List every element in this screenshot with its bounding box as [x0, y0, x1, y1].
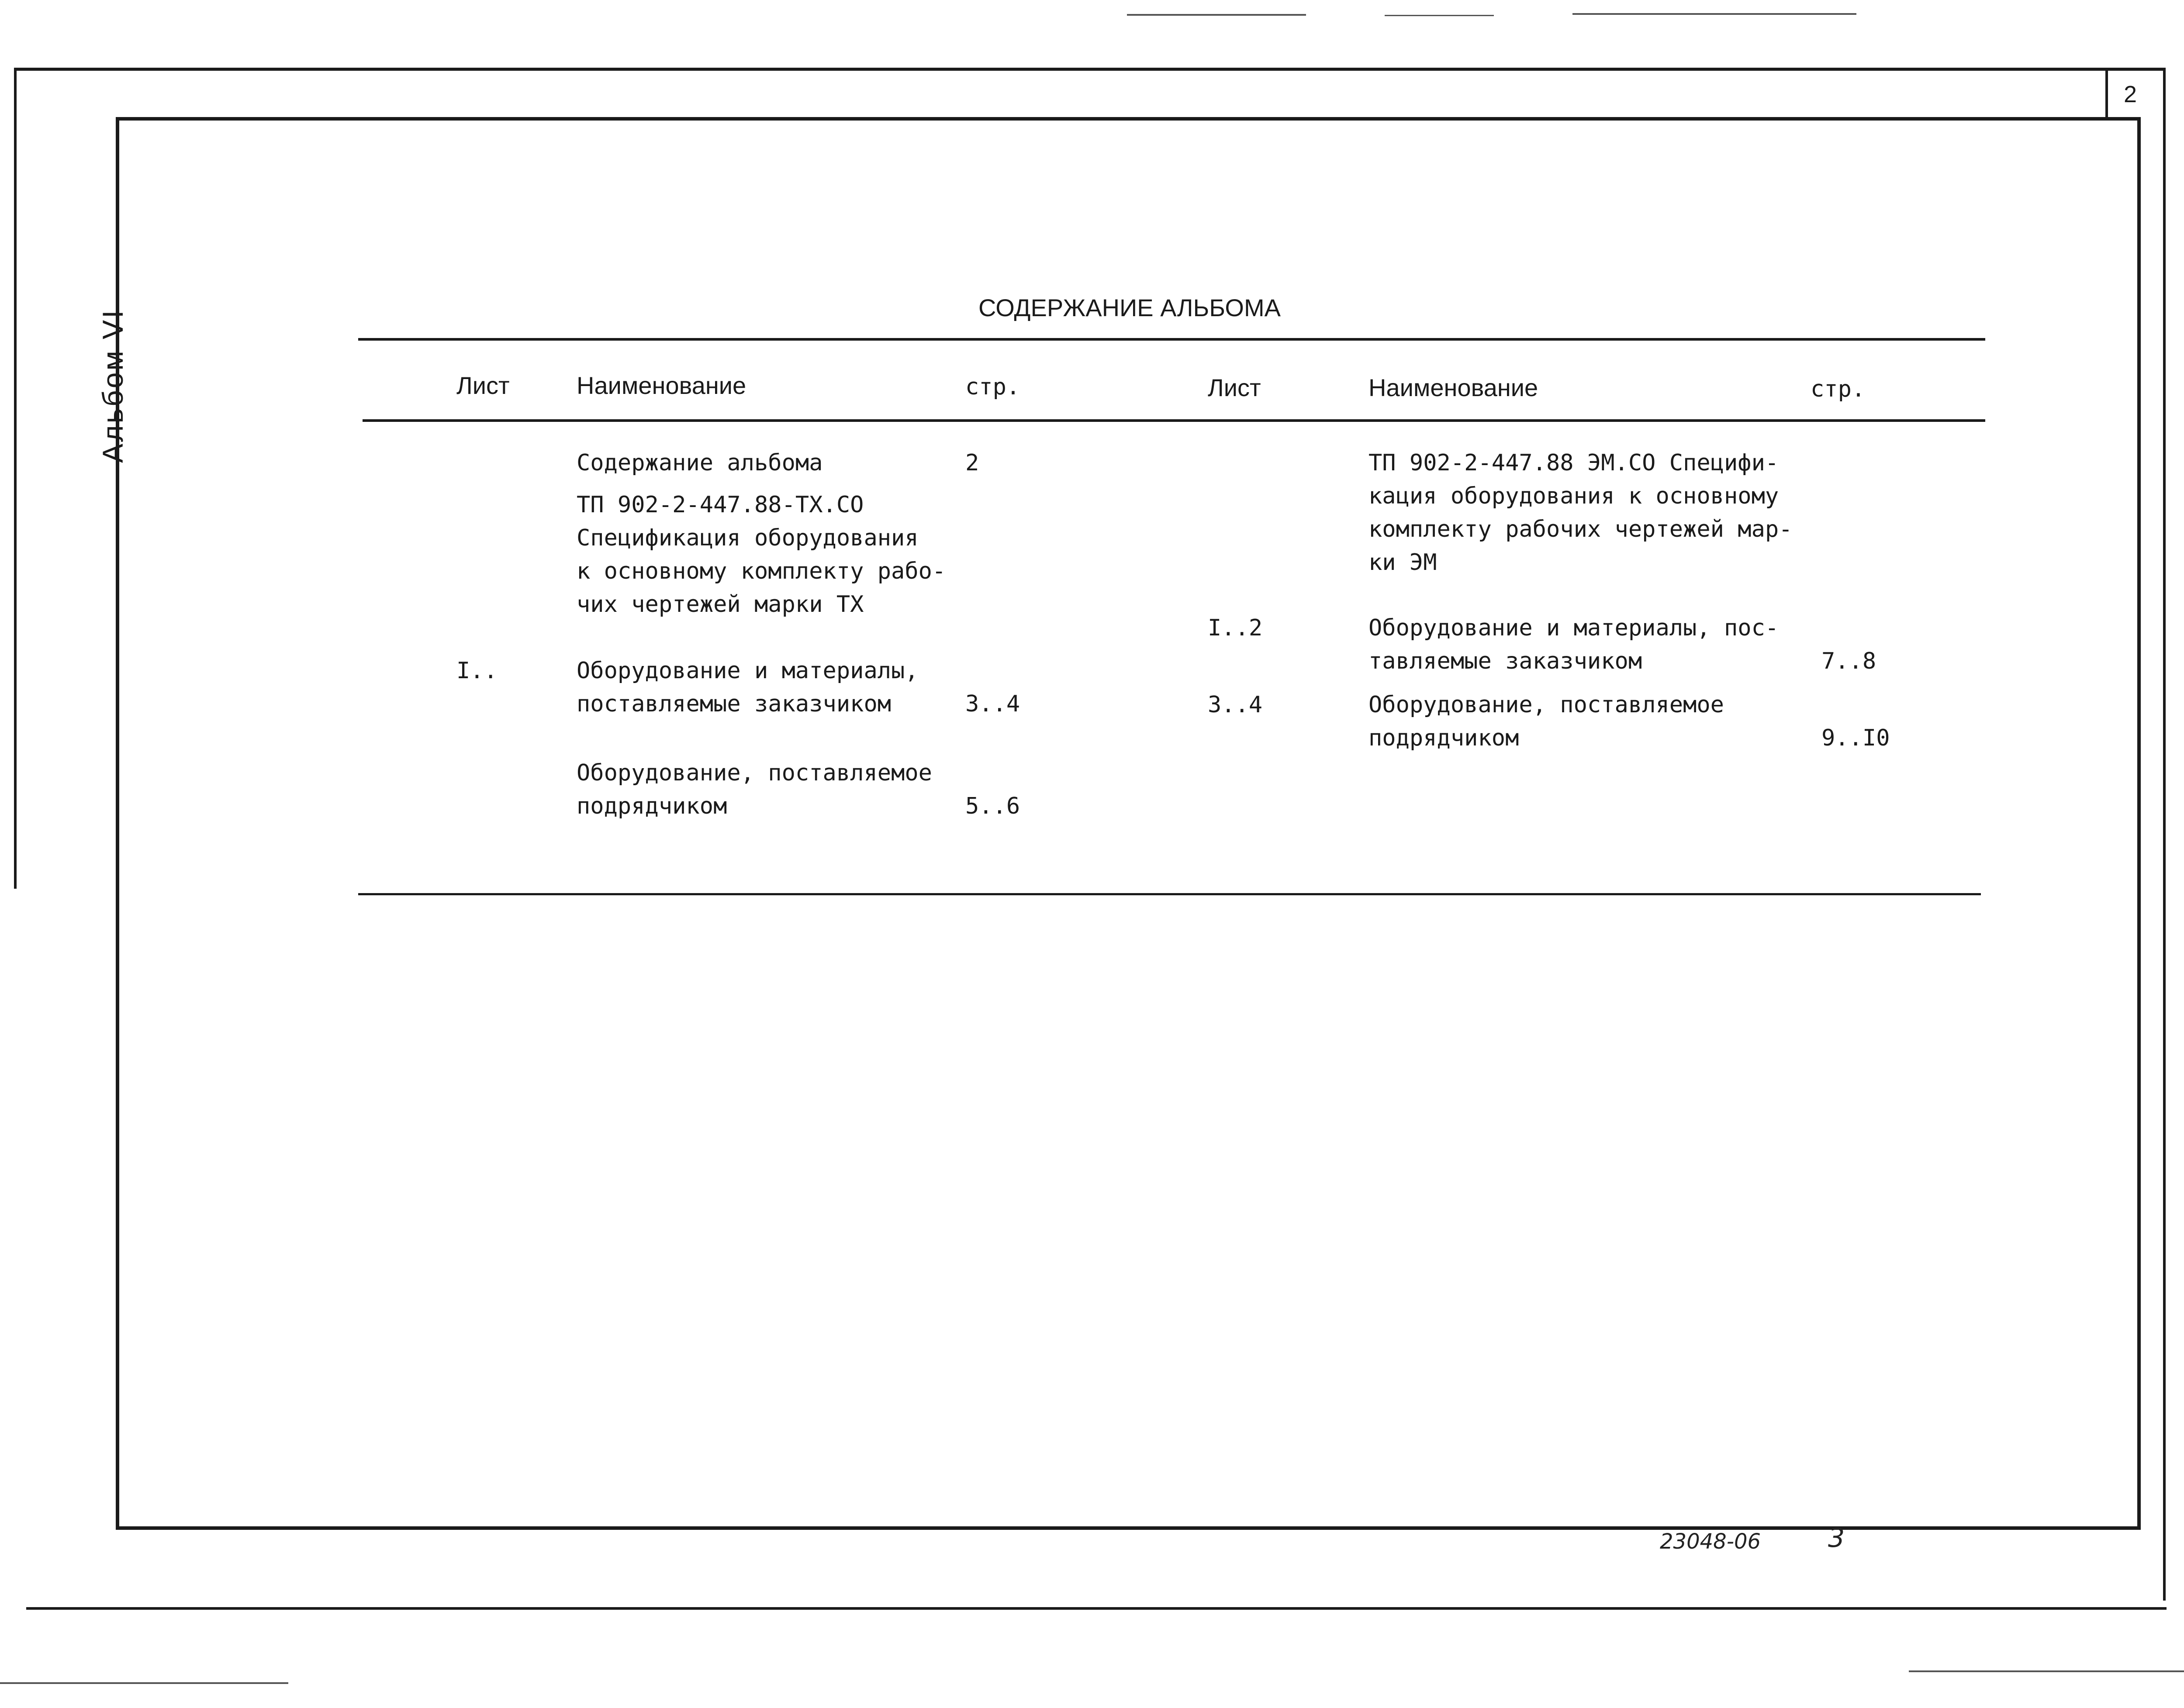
outer-frame-left — [14, 68, 17, 889]
list-item-page: 9..I0 — [1821, 725, 1890, 751]
header-right-name: Наименование — [1368, 374, 1538, 401]
list-item-sheet: 3..4 — [1208, 692, 1263, 718]
list-item-name: ТП 902-2-447.88 ЭМ.СО Специфи- кация оборудования к основному комплекту рабочих чертежей мар- ки ЭМ — [1368, 450, 1793, 576]
scan-mark — [0, 1682, 288, 1684]
table-top-rule — [358, 338, 1985, 341]
list-item-page: 7..8 — [1821, 648, 1876, 674]
header-right-page: стр. — [1811, 376, 1866, 402]
list-item-sheet: I.. — [456, 658, 498, 684]
outer-frame-top — [14, 68, 2163, 71]
list-item-name: Содержание альбома — [577, 450, 823, 476]
scan-mark — [1909, 1670, 2184, 1672]
album-label: Альбом VI — [97, 308, 129, 463]
list-item-name: Оборудование, поставляемое подрядчиком — [1368, 692, 1724, 751]
scan-mark — [1127, 14, 1306, 16]
header-left-page: стр. — [965, 374, 1020, 400]
scan-mark — [1385, 15, 1494, 16]
footer-page-number: 3 — [1828, 1523, 1845, 1553]
doc-code: 23048-06 — [1660, 1529, 1761, 1554]
table-header-rule — [363, 419, 1985, 422]
sheet-number: 2 — [2124, 81, 2137, 107]
list-item-name: Оборудование, поставляемое подрядчиком — [577, 760, 932, 819]
sheet-box-divider — [2105, 68, 2108, 119]
inner-frame-right — [2137, 117, 2141, 1530]
list-item-name: ТП 902-2-447.88-ТХ.СО Спецификация оборудования к основному комплекту рабо- чих чертежей марки ТХ — [577, 492, 946, 618]
page-title: СОДЕРЖАНИЕ АЛЬБОМА — [978, 294, 1281, 321]
header-right-sheet: Лист — [1208, 374, 1261, 401]
outer-frame-right — [2163, 68, 2166, 1601]
list-item-page: 2 — [965, 450, 979, 476]
list-item-sheet: I..2 — [1208, 615, 1263, 641]
scan-mark — [1572, 13, 1856, 15]
header-left-sheet: Лист — [456, 372, 510, 399]
outer-frame-bottom — [26, 1607, 2167, 1610]
list-item-name: Оборудование и материалы, поставляемые заказчиком — [577, 658, 919, 717]
inner-frame-top — [116, 117, 2140, 121]
header-left-name: Наименование — [577, 372, 746, 399]
list-item-page: 3..4 — [965, 691, 1020, 717]
list-item-name: Оборудование и материалы, пос- тавляемые заказчиком — [1368, 615, 1779, 674]
table-bottom-rule — [358, 893, 1981, 895]
list-item-page: 5..6 — [965, 793, 1020, 819]
